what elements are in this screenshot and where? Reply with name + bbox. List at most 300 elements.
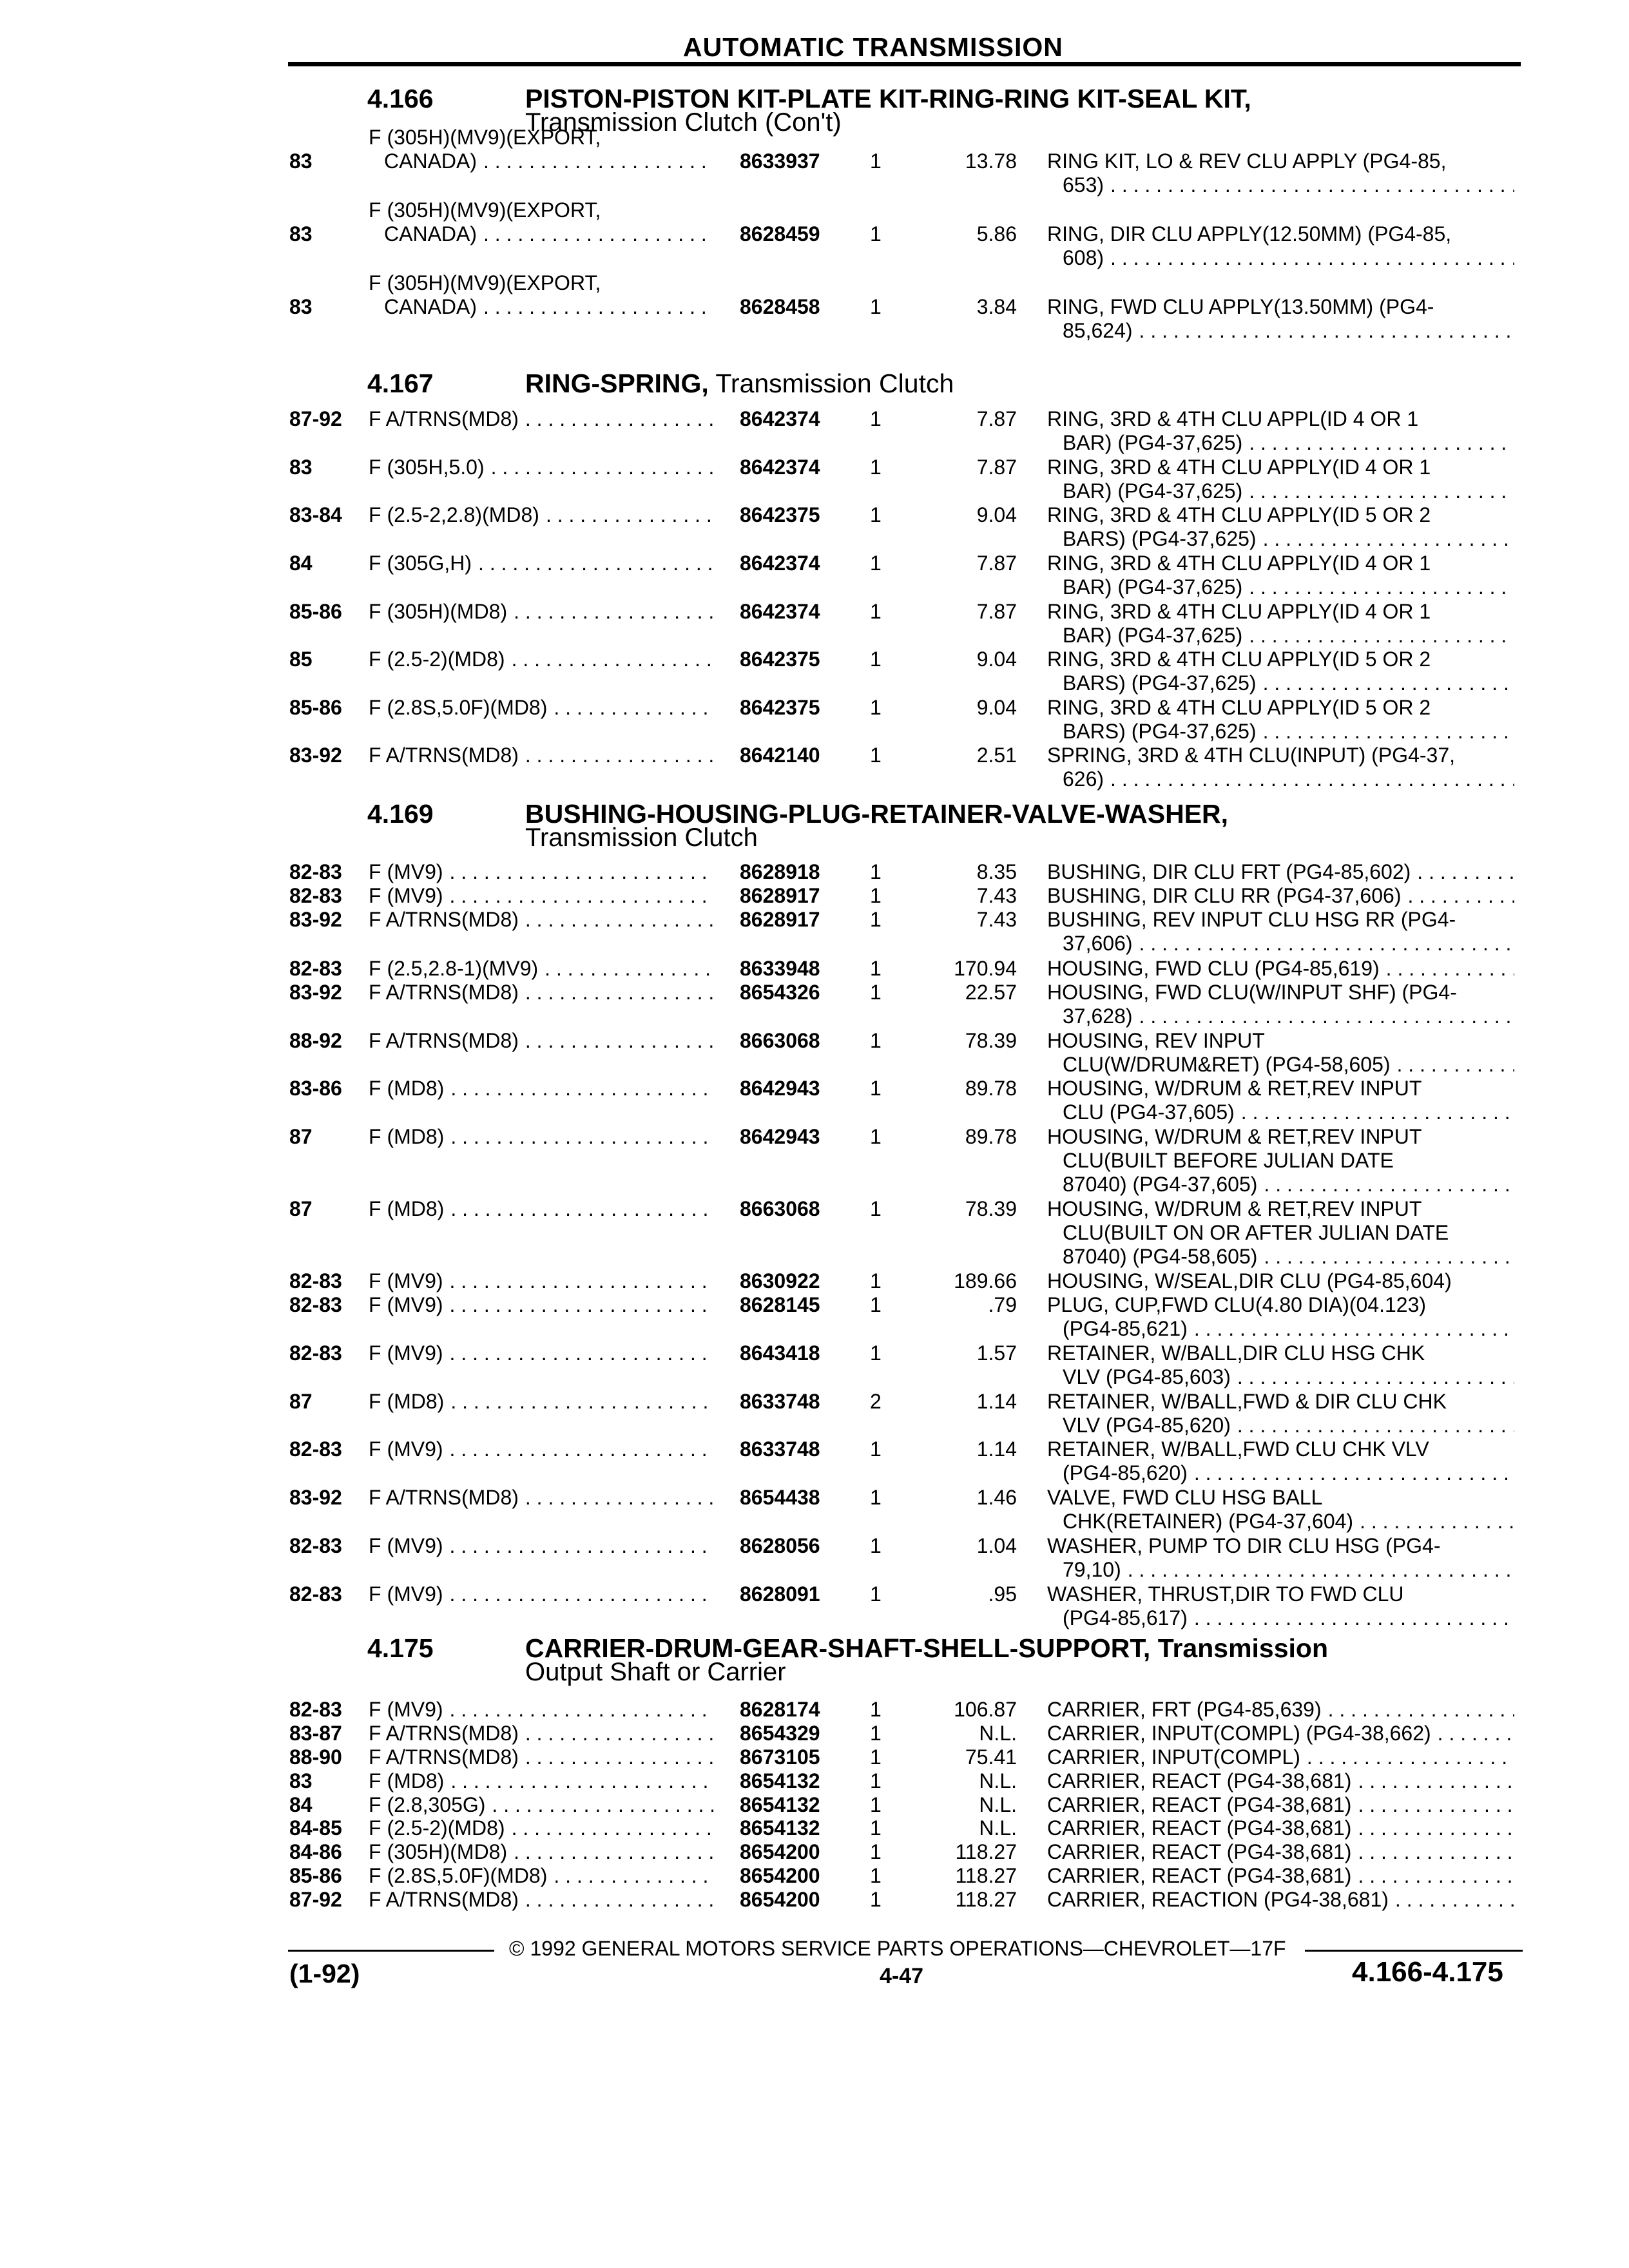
dot-leader (525, 908, 713, 932)
row-application (369, 1390, 713, 1414)
dot-leader (1263, 527, 1514, 551)
application-text: F (2.8S,5.0F)(MD8) (369, 1864, 548, 1887)
application-text: F A/TRNS(MD8) (369, 1745, 519, 1769)
dot-leader (514, 1840, 713, 1864)
application-text: F (MD8) (369, 1197, 445, 1220)
application-text: F (305H)(MD8) (369, 1840, 508, 1863)
quantity: 1 (870, 1793, 882, 1816)
dot-leader (1263, 720, 1514, 744)
row-application (369, 1745, 713, 1769)
description-line: RING, 3RD & 4TH CLU APPLY(ID 4 OR 1 (1047, 456, 1431, 479)
quantity: 1 (870, 1582, 882, 1606)
price: 75.41 (965, 1745, 1017, 1769)
price: 118.27 (955, 1888, 1017, 1911)
application-text: F (MD8) (369, 1769, 445, 1792)
description-continuation-wrap (1047, 527, 1514, 551)
description-continuation-wrap (1047, 671, 1514, 695)
description-text: CARRIER, REACT (PG4-38,681) (1047, 1793, 1352, 1816)
application-line: F (305H)(MV9)(EXPORT, (369, 198, 601, 222)
row-application (369, 1437, 713, 1461)
row-year: 83 (289, 295, 313, 318)
description-line: HOUSING, W/DRUM & RET,REV INPUT (1047, 1125, 1422, 1148)
dot-leader (450, 1534, 713, 1558)
row-year: 82-83 (289, 884, 342, 907)
description-line: RETAINER, W/BALL,DIR CLU HSG CHK (1047, 1341, 1425, 1365)
row-year: 85-86 (289, 1864, 342, 1887)
row-application (369, 198, 713, 246)
application-line-wrap (369, 295, 713, 319)
application-text: F (MV9) (369, 1269, 443, 1293)
row-application (369, 1840, 713, 1864)
description-line: RING, 3RD & 4TH CLU APPLY(ID 4 OR 1 (1047, 600, 1431, 623)
dot-leader (1307, 1745, 1514, 1769)
price: 78.39 (965, 1197, 1017, 1220)
application-text: F A/TRNS(MD8) (369, 1888, 519, 1911)
description-text: BUSHING, DIR CLU RR (PG4-37,606) (1047, 884, 1402, 907)
application-text: F (MV9) (369, 884, 443, 907)
dot-leader (525, 1722, 713, 1745)
dot-leader (450, 1269, 713, 1293)
quantity: 1 (870, 648, 882, 671)
section-title-main: PISTON-PISTON KIT-PLATE KIT-RING-RING KIT-SEAL KIT, (525, 84, 1251, 113)
dot-leader (525, 1745, 713, 1769)
quantity: 1 (870, 456, 882, 479)
row-year: 82-83 (289, 1698, 342, 1721)
description-continuation: 87040) (PG4-37,605) (1063, 1173, 1258, 1196)
dot-leader (1128, 1558, 1514, 1582)
price: 7.87 (976, 552, 1017, 575)
part-number: 8633948 (740, 957, 820, 980)
dot-leader (1139, 932, 1514, 956)
row-application (369, 1269, 713, 1293)
part-number: 8654200 (740, 1864, 820, 1887)
description-line: RETAINER, W/BALL,FWD & DIR CLU CHK (1047, 1390, 1447, 1413)
quantity: 1 (870, 1816, 882, 1840)
row-application (369, 1029, 713, 1053)
part-number: 8654326 (740, 981, 820, 1004)
row-year: 84 (289, 552, 313, 575)
row-description (1047, 1197, 1514, 1269)
quantity: 1 (870, 1722, 882, 1745)
description-continuation-wrap (1047, 1365, 1514, 1389)
row-description (1047, 1816, 1514, 1840)
section-title-main: RING-SPRING, (525, 369, 709, 398)
row-year: 83-86 (289, 1077, 342, 1100)
quantity: 1 (870, 407, 882, 430)
row-application (369, 860, 713, 884)
description-continuation: (PG4-85,620) (1063, 1461, 1188, 1485)
row-application (369, 456, 713, 479)
description-continuation-wrap (1047, 1245, 1514, 1269)
dot-leader (525, 1888, 713, 1912)
price: 89.78 (965, 1125, 1017, 1148)
part-number: 8633748 (740, 1390, 820, 1413)
part-number: 8643418 (740, 1341, 820, 1365)
part-number: 8673105 (740, 1745, 820, 1769)
description-continuation: (PG4-85,617) (1063, 1606, 1188, 1629)
price: 22.57 (965, 981, 1017, 1004)
row-description (1047, 407, 1514, 455)
price: 118.27 (955, 1864, 1017, 1887)
row-application (369, 126, 713, 173)
application-text: F (MV9) (369, 1437, 443, 1461)
footer-section-range: 4.166-4.175 (1352, 1956, 1503, 1988)
description-line: HOUSING, FWD CLU(W/INPUT SHF) (PG4- (1047, 981, 1457, 1004)
description-text: CARRIER, INPUT(COMPL) (1047, 1745, 1300, 1769)
part-number: 8642374 (740, 456, 820, 479)
dot-leader (1249, 575, 1514, 599)
description-line (1047, 1722, 1514, 1745)
description-line: RETAINER, W/BALL,FWD CLU CHK VLV (1047, 1437, 1429, 1461)
dot-leader (1358, 1840, 1514, 1864)
price: 7.43 (976, 908, 1017, 931)
row-application (369, 271, 713, 319)
row-application (369, 600, 713, 624)
row-description (1047, 149, 1514, 197)
row-description (1047, 1722, 1514, 1745)
quantity: 1 (870, 860, 882, 883)
row-application (369, 1722, 713, 1745)
dot-leader (1386, 957, 1514, 981)
part-number: 8630922 (740, 1269, 820, 1293)
quantity: 1 (870, 1745, 882, 1769)
dot-leader (525, 1486, 713, 1510)
application-continuation: CANADA) (384, 295, 477, 318)
part-number: 8654438 (740, 1486, 820, 1509)
row-year: 83-92 (289, 1486, 342, 1509)
dot-leader (1241, 1100, 1514, 1124)
part-number: 8628917 (740, 908, 820, 931)
price: 118.27 (955, 1840, 1017, 1863)
row-application (369, 957, 713, 981)
dot-leader (525, 1029, 713, 1053)
description-continuation-wrap (1047, 1317, 1514, 1341)
row-year: 85-86 (289, 696, 342, 719)
part-number: 8663068 (740, 1029, 820, 1052)
row-description (1047, 1698, 1514, 1722)
price: 2.51 (976, 744, 1017, 767)
dot-leader (1417, 860, 1514, 884)
dot-leader (450, 1341, 713, 1365)
description-continuation: CLU(BUILT ON OR AFTER JULIAN DATE (1063, 1221, 1449, 1244)
price: .95 (988, 1582, 1017, 1606)
row-year: 83 (289, 1769, 313, 1792)
row-year: 83-87 (289, 1722, 342, 1745)
part-number: 8642374 (740, 600, 820, 623)
row-year: 87 (289, 1390, 313, 1413)
dot-leader (450, 860, 713, 884)
description-line: HOUSING, REV INPUT (1047, 1029, 1265, 1052)
footer-rule-left (288, 1950, 494, 1952)
row-description (1047, 648, 1514, 695)
quantity: 1 (870, 1888, 882, 1911)
part-number: 8642374 (740, 552, 820, 575)
price: 7.87 (976, 600, 1017, 623)
description-text: HOUSING, W/SEAL,DIR CLU (PG4-85,604) (1047, 1269, 1452, 1293)
dot-leader (525, 407, 713, 431)
part-number: 8654132 (740, 1793, 820, 1816)
dot-leader (546, 503, 713, 527)
price: 9.04 (976, 648, 1017, 671)
dot-leader (450, 884, 713, 908)
row-year: 87 (289, 1125, 313, 1148)
row-year: 87-92 (289, 407, 342, 430)
description-continuation: CHK(RETAINER) (PG4-37,604) (1063, 1510, 1354, 1533)
description-continuation: BAR) (PG4-37,625) (1063, 479, 1243, 503)
dot-leader (1110, 767, 1514, 791)
row-year: 82-83 (289, 1341, 342, 1365)
row-application (369, 1486, 713, 1510)
row-application (369, 908, 713, 932)
row-year: 85 (289, 648, 313, 671)
description-continuation-wrap (1047, 1414, 1514, 1437)
application-text: F A/TRNS(MD8) (369, 744, 519, 767)
dot-leader (1407, 884, 1514, 908)
dot-leader (491, 456, 713, 479)
description-continuation-wrap (1047, 1173, 1514, 1196)
application-continuation: CANADA) (384, 222, 477, 245)
description-continuation-wrap (1047, 173, 1514, 197)
description-line: RING, 3RD & 4TH CLU APPLY(ID 5 OR 2 (1047, 696, 1431, 719)
description-continuation-wrap (1047, 720, 1514, 744)
row-description (1047, 1793, 1514, 1817)
quantity: 1 (870, 600, 882, 623)
application-text: F (MV9) (369, 1698, 443, 1721)
row-year: 82-83 (289, 1582, 342, 1606)
description-continuation: BAR) (PG4-37,625) (1063, 431, 1243, 454)
section-title-main: BUSHING-HOUSING-PLUG-RETAINER-VALVE-WASHER, (525, 799, 1229, 829)
application-text: F (MV9) (369, 1341, 443, 1365)
description-continuation: VLV (PG4-85,603) (1063, 1365, 1231, 1389)
row-year: 83-92 (289, 908, 342, 931)
description-continuation-wrap (1047, 1004, 1514, 1028)
dot-leader (450, 1769, 713, 1793)
application-text: F A/TRNS(MD8) (369, 1486, 519, 1509)
application-line: F (305H)(MV9)(EXPORT, (369, 271, 601, 294)
application-text: F (MD8) (369, 1390, 445, 1413)
row-application (369, 1793, 713, 1817)
dot-leader (1249, 431, 1514, 455)
dot-leader (1358, 1769, 1514, 1793)
row-year: 84-85 (289, 1816, 342, 1840)
row-application (369, 1293, 713, 1317)
description-line: RING, 3RD & 4TH CLU APPLY(ID 4 OR 1 (1047, 552, 1431, 575)
application-text: F (305G,H) (369, 552, 472, 575)
row-year: 82-83 (289, 1534, 342, 1557)
description-text: CARRIER, REACT (PG4-38,681) (1047, 1816, 1352, 1840)
price: 189.66 (954, 1269, 1017, 1293)
row-application (369, 1125, 713, 1149)
part-number: 8642374 (740, 407, 820, 430)
row-application (369, 744, 713, 767)
quantity: 1 (870, 1534, 882, 1557)
part-number: 8654200 (740, 1888, 820, 1911)
application-line-wrap (369, 222, 713, 246)
description-continuation: 37,606) (1063, 932, 1133, 955)
description-continuation-wrap (1047, 1558, 1514, 1582)
part-number: 8654329 (740, 1722, 820, 1745)
price: 8.35 (976, 860, 1017, 883)
section-title (525, 369, 954, 399)
description-continuation: 37,628) (1063, 1004, 1133, 1028)
application-line: F (305H)(MV9)(EXPORT, (369, 126, 601, 149)
quantity: 1 (870, 1197, 882, 1220)
row-description (1047, 1029, 1514, 1077)
quantity: 1 (870, 149, 882, 173)
price: 78.39 (965, 1029, 1017, 1052)
section-subtitle: Transmission Clutch (Con't) (525, 108, 842, 137)
description-continuation-wrap (1047, 1100, 1514, 1124)
dot-leader (1358, 1816, 1514, 1840)
description-continuation: CLU(W/DRUM&RET) (PG4-58,605) (1063, 1053, 1391, 1076)
row-application (369, 1341, 713, 1365)
price: 1.14 (976, 1390, 1017, 1413)
row-application (369, 1197, 713, 1221)
row-description (1047, 1745, 1514, 1769)
row-year: 83-92 (289, 981, 342, 1004)
dot-leader (483, 149, 713, 173)
quantity: 1 (870, 295, 882, 318)
description-line (1047, 884, 1514, 908)
description-continuation-wrap (1047, 1606, 1514, 1630)
row-description (1047, 222, 1514, 270)
part-number: 8633748 (740, 1437, 820, 1461)
row-year: 82-83 (289, 957, 342, 980)
row-year: 88-90 (289, 1745, 342, 1769)
row-application (369, 884, 713, 908)
price: .79 (988, 1293, 1017, 1316)
row-description (1047, 1341, 1514, 1389)
description-continuation: 608) (1063, 246, 1104, 269)
section-number: 4.169 (367, 799, 434, 829)
description-continuation: 85,624) (1063, 319, 1133, 342)
dot-leader (1194, 1606, 1514, 1630)
description-continuation: (PG4-85,621) (1063, 1317, 1188, 1340)
row-year: 88-92 (289, 1029, 342, 1052)
description-line: PLUG, CUP,FWD CLU(4.80 DIA)(04.123) (1047, 1293, 1427, 1316)
dot-leader (483, 222, 713, 246)
part-number: 8654132 (740, 1816, 820, 1840)
row-application (369, 503, 713, 527)
description-continuation: CLU(BUILT BEFORE JULIAN DATE (1063, 1149, 1394, 1172)
description-line: WASHER, PUMP TO DIR CLU HSG (PG4- (1047, 1534, 1441, 1557)
dot-leader (545, 957, 713, 981)
application-text: F (MV9) (369, 1534, 443, 1557)
dot-leader (512, 1816, 713, 1840)
dot-leader (1395, 1888, 1514, 1912)
part-number: 8628918 (740, 860, 820, 883)
description-continuation: BAR) (PG4-37,625) (1063, 624, 1243, 647)
quantity: 1 (870, 957, 882, 980)
price: N.L. (979, 1769, 1017, 1792)
description-line: RING, 3RD & 4TH CLU APPL(ID 4 OR 1 (1047, 407, 1419, 430)
application-text: F (2.5-2)(MD8) (369, 648, 505, 671)
description-text: CARRIER, REACT (PG4-38,681) (1047, 1864, 1352, 1887)
section-subtitle: Output Shaft or Carrier (525, 1658, 786, 1686)
section-number: 4.167 (367, 369, 434, 398)
part-number: 8633937 (740, 149, 820, 173)
part-number: 8628459 (740, 222, 820, 245)
application-text: F (2.8,305G) (369, 1793, 486, 1816)
row-year: 82-83 (289, 1293, 342, 1316)
description-continuation-wrap (1047, 575, 1514, 599)
part-number: 8642943 (740, 1077, 820, 1100)
description-line: VALVE, FWD CLU HSG BALL (1047, 1486, 1323, 1509)
description-continuation-wrap (1047, 319, 1514, 343)
row-description (1047, 1269, 1514, 1293)
dot-leader (1328, 1698, 1514, 1722)
row-description (1047, 1769, 1514, 1793)
dot-leader (1264, 1245, 1514, 1269)
price: 106.87 (954, 1698, 1017, 1721)
description-continuation: BARS) (PG4-37,625) (1063, 527, 1257, 550)
application-text: F A/TRNS(MD8) (369, 1029, 519, 1052)
quantity: 1 (870, 552, 882, 575)
dot-leader (1110, 246, 1514, 270)
quantity: 1 (870, 1864, 882, 1887)
quantity: 1 (870, 981, 882, 1004)
section-subtitle: Transmission Clutch (525, 823, 758, 852)
description-line (1047, 1793, 1514, 1817)
row-application (369, 1077, 713, 1100)
quantity: 1 (870, 1840, 882, 1863)
description-line (1047, 1698, 1514, 1722)
description-line: BUSHING, REV INPUT CLU HSG RR (PG4- (1047, 908, 1456, 931)
price: 7.87 (976, 407, 1017, 430)
row-year: 82-83 (289, 1269, 342, 1293)
dot-leader (450, 1437, 713, 1461)
quantity: 1 (870, 908, 882, 931)
description-line: WASHER, THRUST,DIR TO FWD CLU (1047, 1582, 1404, 1606)
row-description (1047, 600, 1514, 648)
quantity: 1 (870, 1029, 882, 1052)
description-continuation: BARS) (PG4-37,625) (1063, 720, 1257, 743)
part-number: 8628056 (740, 1534, 820, 1557)
description-line (1047, 860, 1514, 884)
quantity: 1 (870, 1125, 882, 1148)
part-number: 8628458 (740, 295, 820, 318)
description-line: RING KIT, LO & REV CLU APPLY (PG4-85, (1047, 149, 1447, 173)
price: 7.43 (976, 884, 1017, 907)
application-text: F A/TRNS(MD8) (369, 908, 519, 931)
description-continuation-wrap (1047, 479, 1514, 503)
price: N.L. (979, 1722, 1017, 1745)
application-text: F (305H)(MD8) (369, 600, 508, 623)
description-continuation-wrap (1047, 1510, 1514, 1533)
row-application (369, 1888, 713, 1912)
quantity: 1 (870, 1293, 882, 1316)
quantity: 2 (870, 1390, 882, 1413)
row-description (1047, 1582, 1514, 1630)
row-application (369, 981, 713, 1004)
price: 7.87 (976, 456, 1017, 479)
quantity: 1 (870, 1698, 882, 1721)
row-description (1047, 1437, 1514, 1485)
footer-copyright: © 1992 GENERAL MOTORS SERVICE PARTS OPERATIONS—CHEVROLET—17F (509, 1937, 1286, 1960)
description-continuation-wrap (1047, 1461, 1514, 1485)
application-text: F (MV9) (369, 1293, 443, 1316)
description-continuation: BARS) (PG4-37,625) (1063, 671, 1257, 695)
application-text: F (2.5-2)(MD8) (369, 1816, 505, 1840)
section-number: 4.175 (367, 1633, 434, 1663)
row-application (369, 552, 713, 575)
price: 1.04 (976, 1534, 1017, 1557)
description-text: BUSHING, DIR CLU FRT (PG4-85,602) (1047, 860, 1411, 883)
row-description (1047, 908, 1514, 956)
description-text: CARRIER, REACT (PG4-38,681) (1047, 1840, 1352, 1863)
application-text: F (MV9) (369, 1582, 443, 1606)
description-text: CARRIER, FRT (PG4-85,639) (1047, 1698, 1322, 1721)
